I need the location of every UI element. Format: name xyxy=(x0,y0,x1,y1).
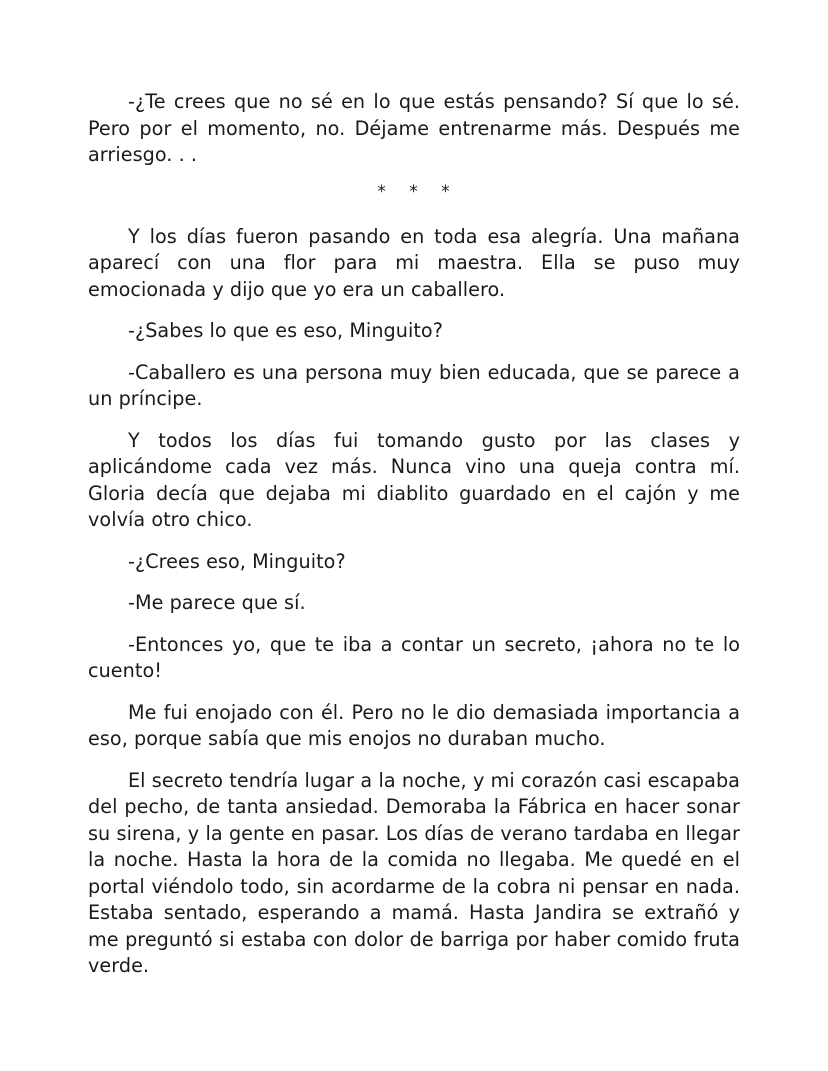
paragraph: Y los días fueron pasando en toda esa alegría. Una mañana aparecí con una flor para mi maestra. Ella se puso muy emocionada y dijo que yo era un caballero. xyxy=(88,224,740,301)
paragraph: -Me parece que sí. xyxy=(128,591,306,614)
paragraph: -Caballero es una persona muy bien educada, que se parece a un príncipe. xyxy=(88,360,740,410)
paragraph: -¿Te crees que no sé en lo que estás pensando? Sí que lo sé. Pero por el momento, no. Déjame entrenarme más. Después me arriesgo. . . xyxy=(88,90,740,166)
section-break: * * * xyxy=(377,181,459,202)
paragraph: Y todos los días fui tomando gusto por las clases y aplicándome cada vez más. Nunca vino una queja contra mí. Gloria decía que dejaba mi diablito guardado en el cajón y me volvía otro chico. xyxy=(88,428,740,531)
paragraph: Me fui enojado con él. Pero no le dio demasiada importancia a eso, porque sabía que mis enojos no duraban mucho. xyxy=(88,700,740,750)
paragraph: -¿Sabes lo que es eso, Minguito? xyxy=(128,319,443,342)
paragraph: El secreto tendría lugar a la noche, y mi corazón casi escapaba del pecho, de tanta ansiedad. Demoraba la Fábrica en hacer sonar su sirena, y la gente en pasar. Los días de verano tardaba en llegar la noche. Hasta la hora de la comida no llegaba. Me quedé en el portal viéndolo todo, sin acordarme de la cobra ni pensar en nada. Estaba sentado, esperando a mamá. Hasta Jandira se extrañó y me preguntó si estaba con dolor de barriga por haber comido fruta verde. xyxy=(88,768,740,977)
paragraph: -Entonces yo, que te iba a contar un secreto, ¡ahora no te lo cuento! xyxy=(88,632,740,682)
paragraph: -¿Crees eso, Minguito? xyxy=(128,549,346,573)
document-page xyxy=(88,89,740,980)
